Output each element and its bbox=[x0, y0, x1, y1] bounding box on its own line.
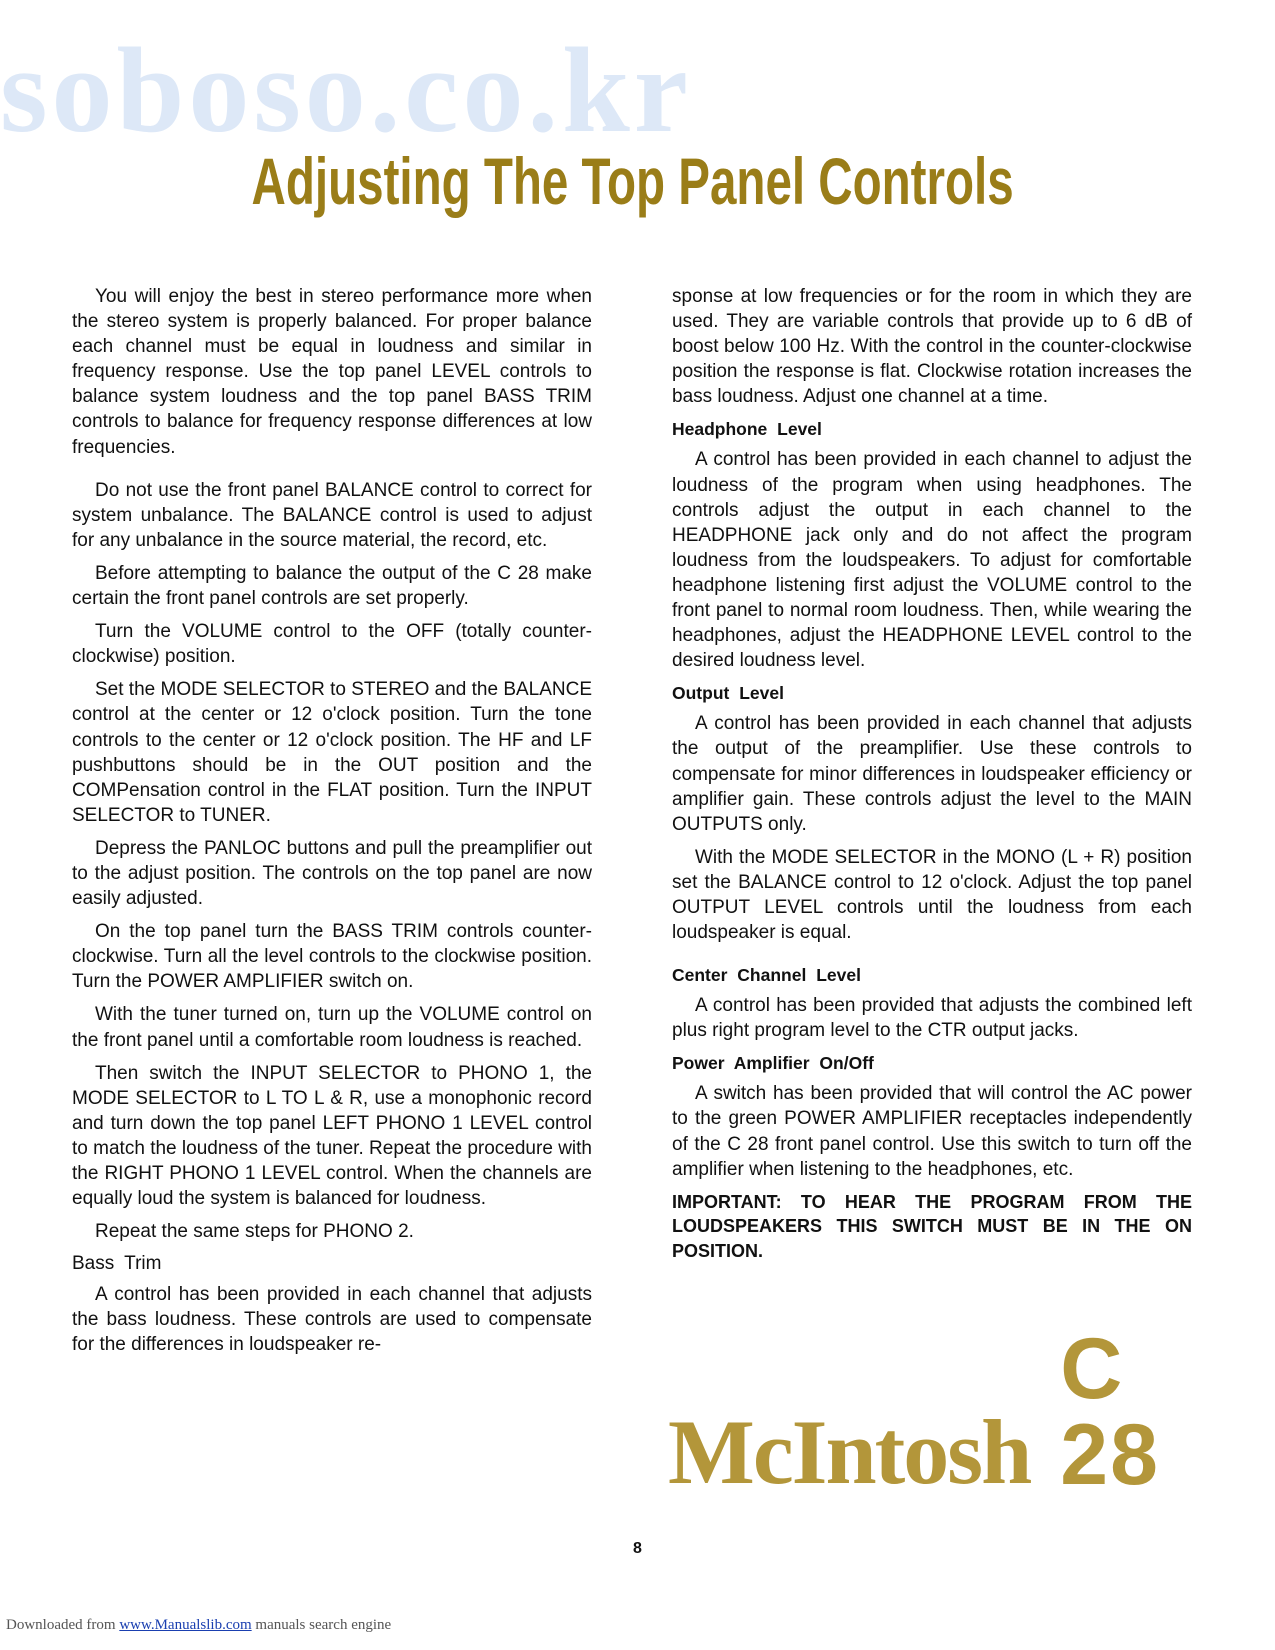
paragraph: Then switch the INPUT SELECTOR to PHONO 1, the MODE SELECTOR to L TO L & R, use a monophonic record and turn down the top panel LEFT PHONO 1 LEVEL control to match the loudness of the tuner. Repeat the procedure with the RIGHT PHONO 1 LEVEL control. When the channels are equally loud the system is balanced for loudness. bbox=[72, 1062, 592, 1210]
paragraph: A switch has been provided that will control the AC power to the green POWER AMPLIFIER receptacles independently of the C 28 front panel control. Use this switch to turn off the amplifier when listening to the headphones, etc. bbox=[672, 1083, 1192, 1180]
logo-model: C 28 bbox=[1060, 1321, 1160, 1503]
paragraph: A control has been provided that adjusts the combined left plus right program level to the CTR output jacks. bbox=[672, 995, 1192, 1042]
footer-prefix: Downloaded from bbox=[6, 1617, 116, 1633]
paragraph: Turn the VOLUME control to the OFF (totally counter-clockwise) position. bbox=[72, 621, 592, 668]
section-heading-center-channel-level: Center Channel Level bbox=[672, 965, 861, 986]
paragraph: Repeat the same steps for PHONO 2. bbox=[95, 1221, 414, 1243]
paragraph: A control has been provided in each channel that adjusts the output of the preamplifier. Use these controls to compensate for minor differences in loudspeaker efficiency or amplifier gain. These controls adjust the level to the MAIN OUTPUTS only. bbox=[672, 713, 1192, 835]
logo-brand: McIntosh bbox=[668, 1401, 1031, 1503]
section-heading-power-amplifier: Power Amplifier On/Off bbox=[672, 1053, 874, 1074]
right-column bbox=[672, 284, 1192, 1271]
important-notice: IMPORTANT: TO HEAR THE PROGRAM FROM THE LOUDSPEAKERS THIS SWITCH MUST BE IN THE ON POSITION. bbox=[672, 1191, 1192, 1261]
paragraph: A control has been provided in each channel that adjusts the bass loudness. These controls are used to compensate for the differences in loudspeaker re- bbox=[72, 1284, 592, 1356]
paragraph: With the MODE SELECTOR in the MONO (L + R) position set the BALANCE control to 12 o'clock. Adjust the top panel OUTPUT LEVEL controls until the loudness from each loudspeaker is equal. bbox=[672, 846, 1192, 944]
section-heading-output-level: Output Level bbox=[672, 683, 784, 704]
left-column bbox=[72, 284, 592, 1366]
paragraph: You will enjoy the best in stereo performance more when the stereo system is properly balanced. For proper balance each channel must be equal in loudness and similar in frequency response. Use the top panel LEVEL controls to balance system loudness and the top panel BASS TRIM controls to balance for frequency response differences at low frequencies. bbox=[72, 286, 592, 458]
paragraph: Before attempting to balance the output of the C 28 make certain the front panel controls are set properly. bbox=[72, 562, 592, 610]
mcintosh-c28-logo bbox=[668, 1321, 1208, 1503]
section-heading-bass-trim: Bass Trim bbox=[72, 1253, 162, 1275]
paragraph: Do not use the front panel BALANCE control to correct for system unbalance. The BALANCE control is used to adjust for any unbalance in the source material, the record, etc. bbox=[72, 479, 592, 551]
footer-suffix: manuals search engine bbox=[255, 1617, 392, 1633]
paragraph: A control has been provided in each channel to adjust the loudness of the program when using headphones. The controls adjust the output in each channel to the HEADPHONE jack only and do not affect the program loudness from the loudspeakers. To adjust for comfortable headphone listening first adjust the VOLUME control to the front panel to normal room loudness. Then, while wearing the headphones, adjust the HEADPHONE LEVEL control to the desired loudness level. bbox=[672, 449, 1192, 672]
section-heading-headphone-level: Headphone Level bbox=[672, 419, 822, 440]
watermark: soboso.co.kr bbox=[0, 23, 692, 158]
paragraph: sponse at low frequencies or for the room in which they are used. They are variable controls that provide up to 6 dB of boost below 100 Hz. With the control in the counter-clockwise position the response is flat. Clockwise rotation increases the bass loudness. Adjust one channel at a time. bbox=[672, 286, 1192, 408]
paragraph: With the tuner turned on, turn up the VOLUME control on the front panel until a comfortable room loudness is reached. bbox=[72, 1004, 592, 1051]
paragraph: On the top panel turn the BASS TRIM controls counter-clockwise. Turn all the level controls to the clockwise position. Turn the POWER AMPLIFIER switch on. bbox=[72, 921, 592, 993]
page-number: 8 bbox=[633, 1540, 642, 1557]
page-title: Adjusting The Top Panel Controls bbox=[251, 144, 1014, 218]
paragraph: Depress the PANLOC buttons and pull the preamplifier out to the adjust position. The controls on the top panel are now easily adjusted. bbox=[72, 837, 592, 910]
paragraph: Set the MODE SELECTOR to STEREO and the BALANCE control at the center or 12 o'clock position. Turn the tone controls to the center or 12 o'clock position. The HF and LF pushbuttons should be in the OUT position and the COMPensation control in the FLAT position. Turn the INPUT SELECTOR to TUNER. bbox=[72, 679, 593, 826]
footer bbox=[6, 1617, 391, 1634]
footer-link[interactable]: www.Manualslib.com bbox=[119, 1617, 252, 1633]
